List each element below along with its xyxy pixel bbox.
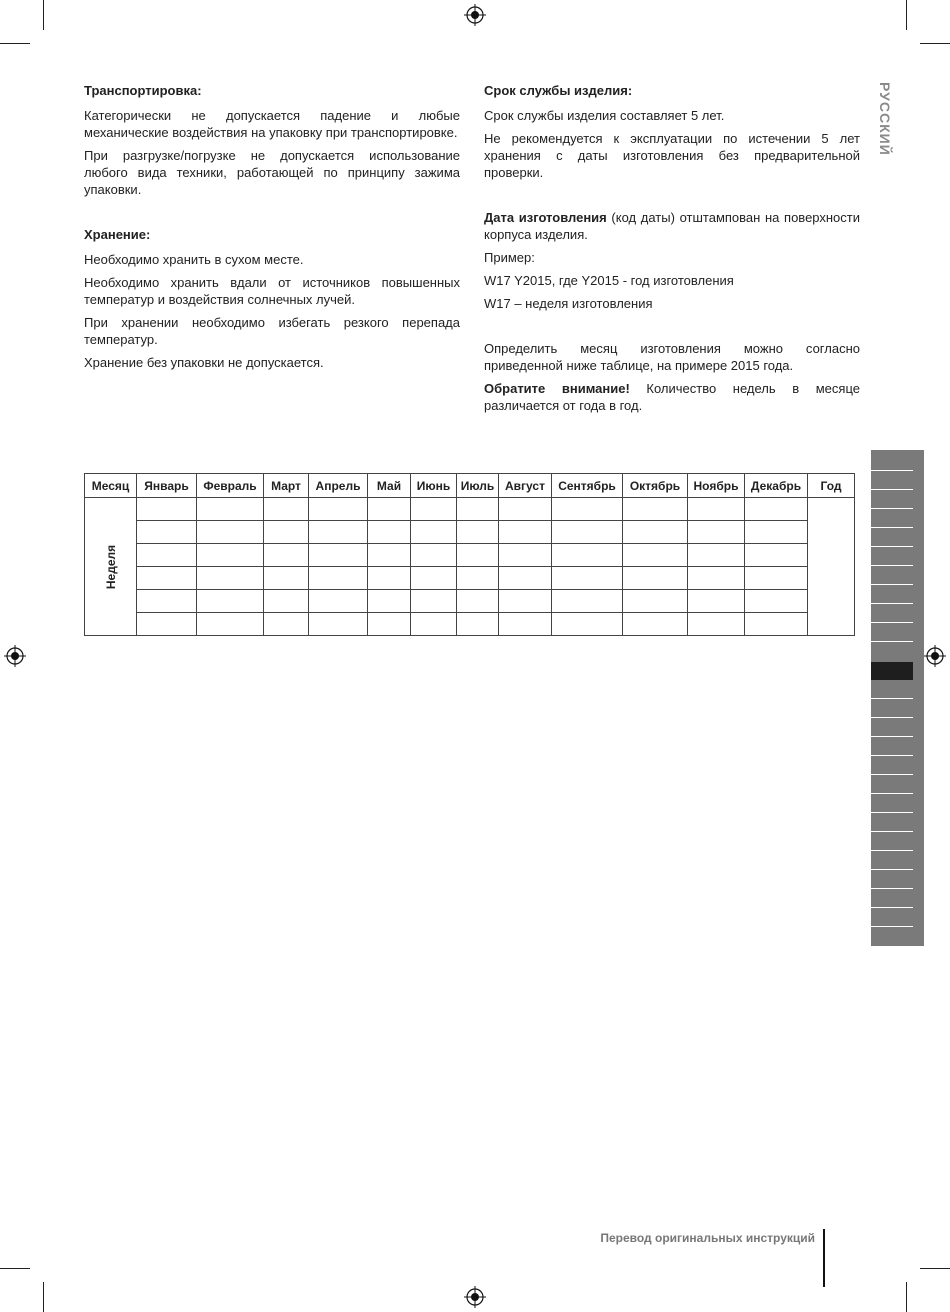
table-cell [411,567,457,590]
tab-divider [871,793,913,794]
table-header-cell: Ноябрь [688,474,745,498]
note-paragraph [484,380,860,414]
table-header-cell: Февраль [197,474,264,498]
tab-divider [871,774,913,775]
table-cell [197,567,264,590]
table-cell [264,498,309,521]
table-cell [688,567,745,590]
table-cell [552,567,623,590]
storage-paragraph: Необходимо хранить вдали от источников повышенных температур и воздействия солнечных лучей. [84,275,460,307]
storage-paragraph: Необходимо хранить в сухом месте. [84,252,304,267]
week-label-cell [85,498,137,636]
table-cell [457,498,499,521]
table-cell [457,613,499,636]
spacer [484,187,860,209]
manufacture-date-paragraph [484,209,860,243]
registration-mark-icon [4,645,26,667]
table-cell [623,544,688,567]
table-header-cell: Сентябрь [552,474,623,498]
tab-divider [871,812,913,813]
language-tabs [871,450,924,946]
tab-divider [871,641,913,642]
tab-divider [871,565,913,566]
table-cell [264,521,309,544]
tab-active-russian [871,662,913,680]
table-header-cell: Октябрь [623,474,688,498]
service-life-paragraph: Не рекомендуется к эксплуатации по истечении 5 лет хранения с даты изготовления без предварительной проверки. [484,131,860,180]
transport-paragraph: При разгрузке/погрузке не допускается использование любого вида техники, работающей по принципу зажима упаковки. [84,148,460,197]
table-cell [457,521,499,544]
tab-divider [871,489,913,490]
right-column [484,82,860,420]
service-life-heading: Срок службы изделия: [484,83,633,98]
tab-divider [871,736,913,737]
crop-mark [920,43,950,44]
table-cell [368,544,411,567]
table-cell [309,590,368,613]
table-cell [623,613,688,636]
table-cell [137,544,197,567]
table-header-cell: Месяц [85,474,137,498]
table-header-cell: Апрель [309,474,368,498]
table-cell [264,590,309,613]
table-cell [623,567,688,590]
table-row [85,590,855,613]
spacer [84,204,460,226]
spacer [484,318,860,340]
registration-mark-icon [464,4,486,26]
table-cell [309,544,368,567]
determine-paragraph: Определить месяц изготовления можно согласно приведенной ниже таблице, на примере 2015 года. [484,341,860,373]
table-cell [264,567,309,590]
transport-paragraph: Категорически не допускается падение и любые механические воздействия на упаковку при транспортировке. [84,108,460,140]
table-cell [688,498,745,521]
table-cell [368,613,411,636]
registration-mark-icon [924,645,946,667]
table-cell [309,567,368,590]
tab-divider [871,850,913,851]
footer-text: Перевод оригинальных инструкций [600,1231,815,1245]
table-row [85,567,855,590]
table-cell [137,590,197,613]
storage-paragraph: Хранение без упаковки не допускается. [84,355,324,370]
month-week-table [84,473,855,636]
table-cell [623,590,688,613]
tab-divider [871,907,913,908]
table-cell [137,567,197,590]
table-cell [499,567,552,590]
table-cell [197,521,264,544]
tab-divider [871,755,913,756]
table-cell [745,567,808,590]
table-cell [623,498,688,521]
table-cell [197,498,264,521]
table-cell [552,521,623,544]
table-header-cell: Январь [137,474,197,498]
table-cell [688,613,745,636]
crop-mark [0,43,30,44]
table-row [85,498,855,521]
table-header-cell: Июль [457,474,499,498]
table-cell [688,544,745,567]
note-text: Количество недель в месяце различается от года в год. [484,381,860,413]
table-cell [197,544,264,567]
tab-divider [871,622,913,623]
tab-divider [871,717,913,718]
table-cell [745,613,808,636]
table-cell [457,567,499,590]
table-cell [411,498,457,521]
crop-mark [920,1268,950,1269]
registration-mark-icon [464,1286,486,1308]
table-cell [411,544,457,567]
table-cell [499,498,552,521]
crop-mark [906,0,907,30]
table-cell [688,521,745,544]
tab-divider [871,546,913,547]
table-cell [552,590,623,613]
table-cell [368,498,411,521]
table-cell [411,590,457,613]
tab-divider [871,888,913,889]
table-cell [264,613,309,636]
crop-mark [43,1282,44,1312]
tab-divider [871,603,913,604]
table-cell [368,521,411,544]
week-label: Неделя [103,544,118,589]
table-cell [264,544,309,567]
table-cell [552,544,623,567]
table-cell [745,521,808,544]
table-cell [552,613,623,636]
tab-divider [871,470,913,471]
table-cell [309,613,368,636]
table-cell [411,521,457,544]
crop-mark [0,1268,30,1269]
table-row [85,544,855,567]
table-cell [745,498,808,521]
tab-divider [871,508,913,509]
table-header-row [85,474,855,498]
tab-divider [871,926,913,927]
table-cell [499,613,552,636]
table-header-cell: Май [368,474,411,498]
example-label: Пример: [484,250,535,265]
crop-mark [906,1282,907,1312]
table-cell [457,590,499,613]
tab-divider [871,698,913,699]
storage-heading: Хранение: [84,227,151,242]
tab-divider [871,527,913,528]
table-cell [745,544,808,567]
table-header-cell: Июнь [411,474,457,498]
tab-divider [871,869,913,870]
table-cell [309,498,368,521]
table-cell [499,590,552,613]
left-column [84,82,460,377]
table-cell [411,613,457,636]
table-cell [197,613,264,636]
table-header-cell: Год [808,474,855,498]
year-cell [808,498,855,636]
table-cell [197,590,264,613]
table-cell [309,521,368,544]
table-cell [552,498,623,521]
table-cell [368,567,411,590]
table-cell [623,521,688,544]
service-life-paragraph: Срок службы изделия составляет 5 лет. [484,108,725,123]
table-cell [137,613,197,636]
table-header-cell: Август [499,474,552,498]
table-header-cell: Март [264,474,309,498]
table-row [85,521,855,544]
transport-heading: Транспортировка: [84,83,202,98]
footer-bar [823,1229,825,1287]
table-cell [499,521,552,544]
table-row [85,613,855,636]
manufacture-date-text: (код даты) отштампован на поверхности корпуса изделия. [484,210,861,242]
table-cell [457,544,499,567]
storage-paragraph: При хранении необходимо избегать резкого перепада температур. [84,315,460,347]
table-cell [368,590,411,613]
example-line: W17 – неделя изготовления [484,296,653,311]
example-line: W17 Y2015, где Y2015 - год изготовления [484,273,734,288]
tab-divider [871,584,913,585]
table-cell [688,590,745,613]
table-cell [499,544,552,567]
table-cell [745,590,808,613]
crop-mark [43,0,44,30]
table-cell [137,498,197,521]
language-side-label: РУССКИЙ [877,82,893,156]
note-label: Обратите внимание! [484,381,630,396]
table-cell [137,521,197,544]
manufacture-date-label: Дата изготовления [484,210,607,225]
table-header-cell: Декабрь [745,474,808,498]
tab-divider [871,831,913,832]
